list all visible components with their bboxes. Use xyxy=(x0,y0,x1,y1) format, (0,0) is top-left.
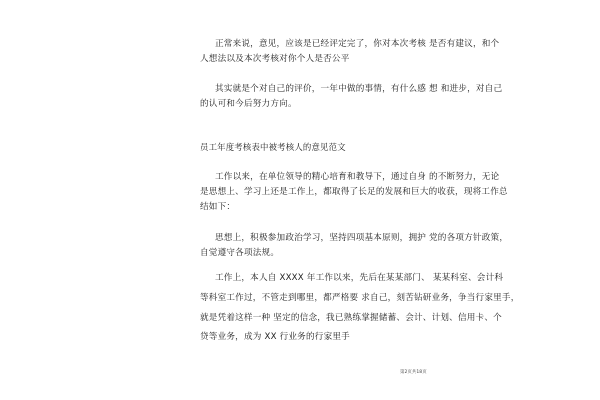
paragraph-5-line-2: 等科室工作过，不管走到哪里，都严格要 求自己，刻苦钻研业务，争当行家里手， xyxy=(200,293,520,303)
paragraph-2-line-2: 的认可和今后努力方向。 xyxy=(200,99,297,109)
paragraph-1-line-2: 人想法以及本次考核对你个人是否公平 xyxy=(200,54,350,64)
paragraph-2-line-1: 其实就是个对自己的评价，一年中做的事情，有什么感 想 和进步，对自己 xyxy=(215,84,503,94)
paragraph-5-line-4: 贷等业务，成为 XX 行业务的行家里手 xyxy=(200,332,350,342)
paragraph-3-line-3: 结如下： xyxy=(200,202,236,212)
section-heading: 员工年度考核表中被考核人的意见范文 xyxy=(200,142,346,152)
paragraph-4-line-1: 思想上，积极参加政治学习，坚持四项基本原则，拥护 党的各项方针政策， xyxy=(215,233,509,243)
paragraph-5-line-1: 工作上，本人自 XXXX 年工作以来，先后在某某部门、 某某科室、会计科 xyxy=(215,273,504,283)
paragraph-3-line-1: 工作以来，在单位领导的精心培育和教导下，通过自身 的不断努力，无论 xyxy=(215,172,500,182)
paragraph-5-line-3: 就是凭着这样一种 坚定的信念，我已熟练掌握储蓄、会计、计划、信用卡、个 xyxy=(200,313,502,323)
page-number: 第2页共18页 xyxy=(400,370,427,375)
paragraph-4-line-2: 自觉遵守各项法规。 xyxy=(200,248,280,258)
paragraph-1-line-1: 正常来说，意见，应该是已经评定完了，你对本次考核 是否有建议，和个 xyxy=(215,39,500,49)
paragraph-3-line-2: 是思想上、学习上还是工作上，都取得了长足的发展和巨大的收获，现将工作总 xyxy=(200,187,508,197)
